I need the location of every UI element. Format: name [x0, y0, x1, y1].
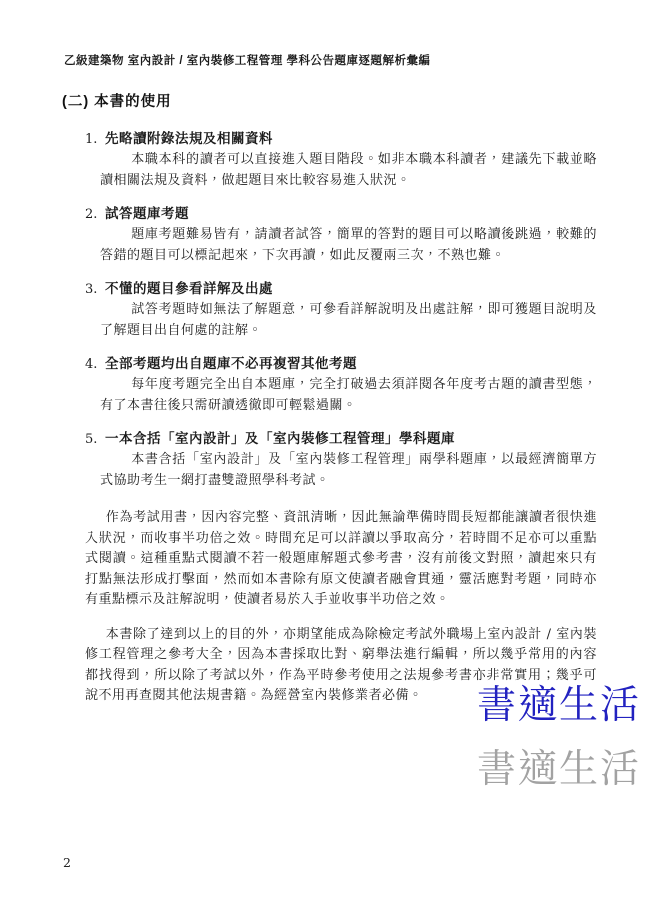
- list-item-heading: [85, 279, 597, 300]
- item-body: 本職本科的讀者可以直接進入題目階段。如非本職本科讀者，建議先下載並略讀相關法規及資料，做起題目來比較容易進入狀況。: [100, 152, 597, 188]
- list-item: [85, 279, 597, 341]
- list-item-heading: [85, 429, 597, 450]
- item-number: 5.: [85, 432, 98, 447]
- item-body: 每年度考題完全出自本題庫，完全打破過去須詳閱各年度考古題的讀書型態，有了本書往後只需研讀透徹即可輕鬆過關。: [100, 377, 597, 413]
- list-item: [85, 204, 597, 266]
- section-title: (二) 本書的使用: [62, 94, 172, 110]
- item-body: 本書含括「室內設計」及「室內裝修工程管理」兩學科題庫，以最經濟簡單方式協助考生一網打盡雙證照學科考試。: [100, 452, 597, 488]
- running-header: 乙級建築物 室內設計 / 室內裝修工程管理 學科公告題庫逐題解析彙編: [64, 55, 431, 67]
- watermark-blue: 書適生活: [477, 683, 642, 728]
- paragraph: 本書除了達到以上的目的外，亦期望能成為除檢定考試外職場上室內設計 / 室內裝修工程管理之參考大全，因為本書採取比對、窮舉法進行編輯，所以幾乎常用的內容都找得到，所以除了考試以外，作為平時參考使用之法規參考書亦非常實用；幾乎可說不用再查閱其他法規書籍。為經營室內裝修業者必備。: [85, 626, 597, 703]
- item-number: 4.: [85, 357, 98, 372]
- paragraph: 作為考試用書，因內容完整、資訊清晰，因此無論準備時間長短都能讓讀者很快進入狀況，而收事半功倍之效。時間充足可以詳讀以爭取高分，若時間不足亦可以重點式閱讀。這種重點式閱讀不若一般題庫解題式參考書，沒有前後文對照，讀起來只有打點無法形成打擊面，然而如本書除有原文使讀者融會貫通，靈活應對考題，同時亦有重點標示及註解說明，使讀者易於入手並收事半功倍之效。: [85, 510, 597, 607]
- list-item: [85, 129, 597, 191]
- page-content: [85, 129, 597, 707]
- list-item: [85, 354, 597, 416]
- watermark-gray: 書適生活: [477, 747, 642, 792]
- item-title: 一本含括「室內設計」及「室內裝修工程管理」學科題庫: [105, 431, 455, 447]
- list-item: [85, 429, 597, 491]
- item-number: 2.: [85, 207, 98, 222]
- item-title: 不懂的題目參看詳解及出處: [105, 281, 273, 297]
- list-item-heading: [85, 129, 597, 150]
- item-body: 題庫考題難易皆有，請讀者試答，簡單的答對的題目可以略讀後跳過，較難的答錯的題目可以標記起來，下次再讀，如此反覆兩三次，不熟也難。: [100, 227, 597, 263]
- page-number: 2: [63, 855, 71, 870]
- list-item-heading: [85, 204, 597, 225]
- item-number: 1.: [85, 132, 98, 147]
- item-title: 先略讀附錄法規及相關資料: [105, 131, 273, 147]
- item-number: 3.: [85, 282, 98, 297]
- item-title: 全部考題均出自題庫不必再複習其他考題: [105, 356, 357, 372]
- item-body: 試答考題時如無法了解題意，可參看詳解說明及出處註解，即可獲題目說明及了解題目出自何處的註解。: [100, 302, 597, 338]
- item-title: 試答題庫考題: [105, 206, 189, 222]
- list-item-heading: [85, 354, 597, 375]
